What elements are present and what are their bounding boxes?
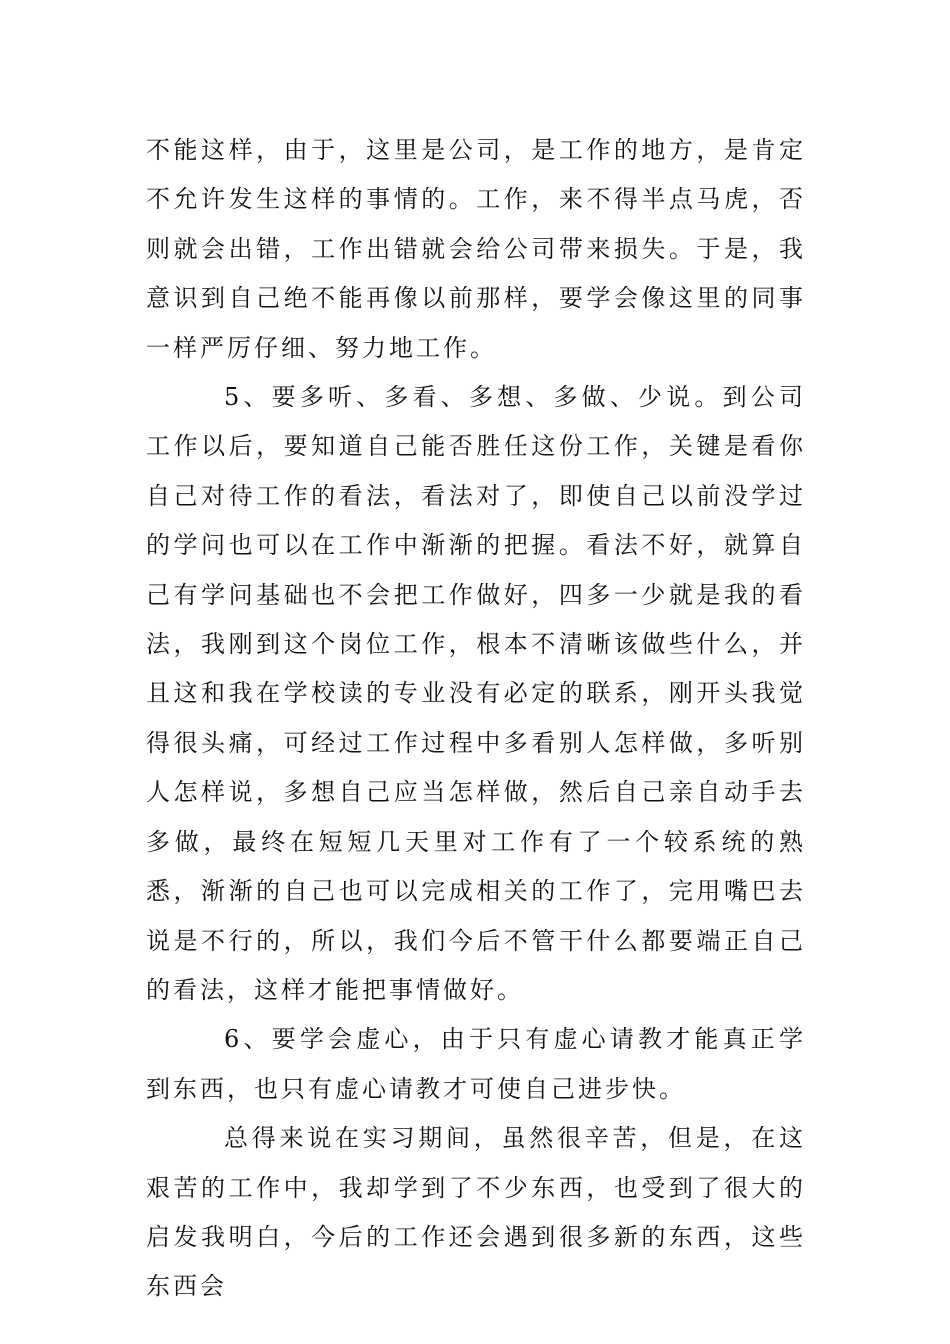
paragraph-continuation: 不能这样，由于，这里是公司，是工作的地方，是肯定不允许发生这样的事情的。工作，来不得半点马虎，否则就会出错，工作出错就会给公司带来损失。于是，我意识到自己绝不能再像以前那样，要学会像这里的同事一样严厉仔细、努力地工作。 [146, 136, 806, 362]
paragraph-point-5: 5、要多听、多看、多想、多做、少说。到公司工作以后，要知道自己能否胜任这份工作，关键是看你自己对待工作的看法，看法对了，即使自己以前没学过的学问也可以在工作中渐渐的把握。看法不好，就算自己有学问基础也不会把工作做好，四多一少就是我的看法，我刚到这个岗位工作，根本不清晰该做些什么，并且这和我在学校读的专业没有必定的联系，刚开头我觉得很头痛，可经过工作过程中多看别人怎样做，多听别人怎样说，多想自己应当怎样做，然后自己亲自动手去多做，最终在短短几天里对工作有了一个较系统的熟悉，渐渐的自己也可以完成相关的工作了，完用嘴巴去说是不行的，所以，我们今后不管干什么都要端正自己的看法，这样才能把事情做好。 [146, 383, 806, 1004]
paragraph-summary: 总得来说在实习期间，虽然很辛苦，但是，在这艰苦的工作中，我却学到了不少东西，也受到了很大的启发我明白，今后的工作还会遇到很多新的东西，这些东西会 [146, 1124, 806, 1301]
document-page [146, 126, 806, 1312]
paragraph-point-6: 6、要学会虚心，由于只有虚心请教才能真正学到东西，也只有虚心请教才可使自己进步快。 [146, 1025, 806, 1103]
